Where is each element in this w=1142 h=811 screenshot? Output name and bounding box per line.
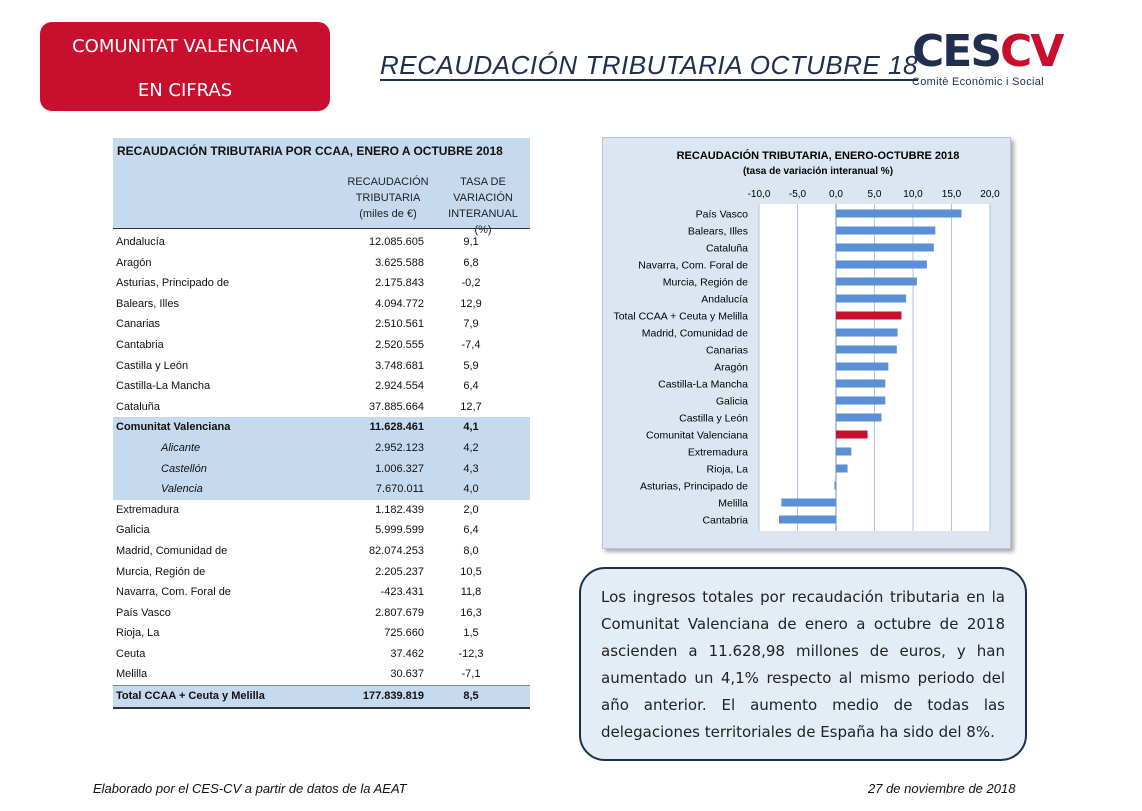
row-tasa: 12,9 [460, 297, 482, 310]
row-tasa: 1,5 [463, 627, 479, 640]
row-tasa: -7,1 [461, 668, 481, 681]
row-tasa: 8,0 [463, 544, 479, 557]
chart-bar [836, 227, 935, 235]
row-name: Andalucía [116, 236, 165, 248]
row-recaudacion: 30.637 [390, 668, 424, 681]
row-name: Melilla [116, 668, 148, 681]
category-label: Murcia, Región de [662, 276, 748, 289]
chart-bar [779, 516, 836, 524]
category-label: Castilla-La Mancha [658, 378, 748, 391]
row-tasa: 6,4 [463, 524, 479, 537]
row-recaudacion: 2.924.554 [375, 380, 424, 393]
x-tick-label: 0,0 [829, 189, 843, 200]
row-recaudacion: 1.182.439 [375, 503, 424, 516]
section-badge [40, 22, 330, 111]
row-name: Alicante [161, 441, 201, 454]
table-header [113, 138, 530, 236]
table-title: RECAUDACIÓN TRIBUTARIA POR CCAA, ENERO A OCTUBRE 2018 [117, 144, 503, 158]
table-row [113, 417, 530, 438]
row-name: Balears, Illes [116, 297, 179, 310]
row-name: Murcia, Región de [116, 565, 206, 578]
row-recaudacion: 7.670.011 [375, 483, 424, 496]
chart-svg [603, 138, 1010, 548]
category-label: Extremadura [687, 446, 748, 459]
row-recaudacion: 11.628.461 [369, 421, 424, 434]
x-tick-label: 15,0 [941, 189, 962, 200]
row-tasa: 12,7 [460, 400, 482, 413]
table-row [113, 376, 530, 397]
row-name: Cataluña [116, 400, 161, 413]
row-tasa: 4,0 [463, 483, 479, 496]
category-label: Andalucía [701, 293, 748, 306]
row-recaudacion: 2.205.237 [375, 565, 424, 578]
summary-box: Los ingresos totales por recaudación tributaria en la Comunitat Valenciana de enero a octubre de 2018 ascienden a 11.628,98 millones de euros, y han aumentado un 4,1% respecto al mismo periodo del año anterior. El aumento medio de todas las delegaciones territoriales de España ha sido del 8%. [579, 567, 1027, 761]
row-recaudacion: 2.952.123 [375, 441, 424, 454]
table-body [113, 232, 530, 709]
logo-mark-a: CES [912, 26, 1001, 77]
logo-subtitle: Comitè Econòmic i Social [912, 76, 1044, 88]
badge-line-2: EN CIFRAS [137, 80, 233, 101]
category-label: Aragón [714, 361, 748, 374]
col2-line: TASA DE [460, 176, 506, 188]
row-tasa: -0,2 [461, 277, 481, 290]
row-name: Castellón [161, 462, 207, 475]
row-recaudacion: 177.839.819 [362, 690, 424, 703]
x-tick-label: 5,0 [867, 189, 882, 200]
row-name: Ceuta [116, 647, 146, 660]
row-name: Cantabria [116, 338, 164, 351]
chart-bar [836, 329, 898, 337]
row-name: Aragón [116, 256, 152, 269]
category-label: Canarias [705, 344, 748, 357]
row-tasa: 4,1 [463, 421, 479, 434]
table-row [113, 397, 530, 418]
table-row [113, 520, 530, 541]
row-tasa: -7,4 [461, 338, 481, 351]
chart-bar [836, 312, 901, 320]
category-label: Melilla [718, 497, 748, 510]
table-row [113, 541, 530, 562]
chart-subtitle: (tasa de variación interanual %) [742, 166, 894, 177]
chart-bar [836, 346, 897, 354]
category-label: Rioja, La [706, 463, 748, 476]
row-tasa: 6,8 [463, 256, 479, 269]
table-row [113, 273, 530, 294]
table-row [113, 294, 530, 315]
table-row [113, 582, 530, 603]
x-tick-label: -5,0 [788, 189, 807, 200]
x-tick-label: -10,0 [747, 189, 771, 200]
row-recaudacion: 82.074.253 [368, 544, 424, 557]
cescv-logo [912, 26, 1063, 94]
row-tasa: 8,5 [463, 690, 479, 703]
category-label: Navarra, Com. Foral de [638, 259, 748, 272]
column-header-tasa [443, 174, 523, 238]
category-label: Madrid, Comunidad de [641, 327, 748, 340]
table-row [113, 500, 530, 521]
row-tasa: 6,4 [463, 380, 479, 393]
row-recaudacion: 1.006.327 [375, 462, 424, 475]
chart-bar [836, 363, 888, 371]
chart-bar [836, 448, 851, 456]
chart-bar [834, 482, 836, 490]
row-name: Canarias [116, 318, 161, 331]
row-tasa: 10,5 [460, 565, 482, 578]
row-tasa: -12,3 [458, 647, 484, 660]
table-row [113, 562, 530, 583]
chart-bar [836, 295, 906, 303]
row-name: Extremadura [116, 503, 179, 516]
row-name: Castilla-La Mancha [116, 380, 211, 393]
chart-bar [781, 499, 836, 507]
chart-bar [836, 431, 868, 439]
category-label: Cantabria [702, 514, 748, 527]
row-recaudacion: 2.175.843 [375, 277, 424, 290]
row-name: Valencia [161, 483, 203, 496]
chart-bar [836, 414, 881, 422]
chart-bar [836, 465, 848, 473]
variation-chart [602, 137, 1011, 549]
row-tasa: 2,0 [463, 503, 479, 516]
category-label: Galicia [715, 395, 748, 408]
col1-line: (miles de €) [359, 208, 417, 220]
row-recaudacion: 2.520.555 [375, 338, 424, 351]
footer-source: Elaborado por el CES-CV a partir de datos de la AEAT [93, 781, 407, 796]
page-title: RECAUDACIÓN TRIBUTARIA OCTUBRE 18 [380, 50, 919, 80]
row-tasa: 11,8 [460, 586, 482, 599]
row-recaudacion: -423.431 [380, 586, 424, 599]
row-tasa: 9,1 [463, 236, 479, 248]
row-recaudacion: 4.094.772 [375, 297, 424, 310]
row-name: Navarra, Com. Foral de [116, 586, 231, 599]
footer-date: 27 de noviembre de 2018 [868, 781, 1016, 796]
row-recaudacion: 3.625.588 [375, 256, 424, 269]
category-label: País Vasco [695, 208, 748, 221]
col1-line: TRIBUTARIA [355, 192, 421, 204]
chart-bar [836, 380, 885, 388]
row-name: Total CCAA + Ceuta y Melilla [116, 690, 265, 703]
col2-line: INTERANUAL (%) [448, 208, 518, 236]
row-recaudacion: 37.885.664 [368, 400, 424, 413]
row-recaudacion: 2.807.679 [375, 606, 424, 619]
category-label: Castilla y León [679, 412, 748, 425]
table-row [113, 253, 530, 274]
col2-line: VARIACIÓN [453, 192, 513, 204]
category-label: Cataluña [705, 242, 748, 255]
chart-bar [836, 261, 927, 269]
table-row [113, 438, 530, 459]
col1-line: RECAUDACIÓN [347, 176, 429, 188]
chart-bar [836, 278, 917, 286]
row-recaudacion: 2.510.561 [375, 318, 424, 331]
category-label: Balears, Illes [687, 225, 748, 238]
row-name: Castilla y León [116, 359, 189, 372]
row-tasa: 7,9 [463, 318, 479, 331]
row-name: Asturias, Principado de [116, 277, 230, 290]
chart-bar [836, 210, 962, 218]
table-row [113, 232, 530, 253]
table-row [113, 314, 530, 335]
x-tick-label: 10,0 [903, 189, 923, 200]
table-row [113, 664, 530, 685]
row-tasa: 16,3 [460, 606, 482, 619]
category-label: Total CCAA + Ceuta y Melilla [613, 310, 748, 323]
chart-title: RECAUDACIÓN TRIBUTARIA, ENERO-OCTUBRE 2018 [676, 150, 960, 162]
row-recaudacion: 3.748.681 [375, 359, 424, 372]
logo-mark-b: CV [1000, 26, 1063, 77]
row-name: Comunitat Valenciana [116, 421, 231, 434]
chart-bar [836, 244, 934, 252]
category-label: Asturias, Principado de [640, 480, 748, 493]
row-recaudacion: 725.660 [384, 627, 424, 640]
badge-line-1: COMUNITAT VALENCIANA [72, 36, 298, 57]
chart-bar [836, 397, 885, 405]
row-tasa: 4,3 [463, 462, 479, 475]
x-tick-label: 20,0 [980, 189, 1000, 200]
row-name: Galicia [116, 524, 150, 537]
table-row [113, 335, 530, 356]
row-name: Rioja, La [116, 627, 160, 640]
row-name: Madrid, Comunidad de [116, 544, 228, 557]
table-row [113, 685, 530, 709]
table-row [113, 644, 530, 665]
table-row [113, 479, 530, 500]
row-recaudacion: 12.085.605 [368, 236, 424, 248]
table-row [113, 459, 530, 480]
row-tasa: 5,9 [463, 359, 479, 372]
table-row [113, 356, 530, 377]
table-row [113, 603, 530, 624]
row-recaudacion: 37.462 [390, 647, 424, 660]
column-header-recaudacion [333, 174, 443, 222]
row-name: País Vasco [116, 606, 171, 619]
row-tasa: 4,2 [463, 441, 479, 454]
table-row [113, 623, 530, 644]
recaudacion-table [113, 138, 530, 709]
row-recaudacion: 5.999.599 [375, 524, 424, 537]
category-label: Comunitat Valenciana [646, 429, 748, 442]
